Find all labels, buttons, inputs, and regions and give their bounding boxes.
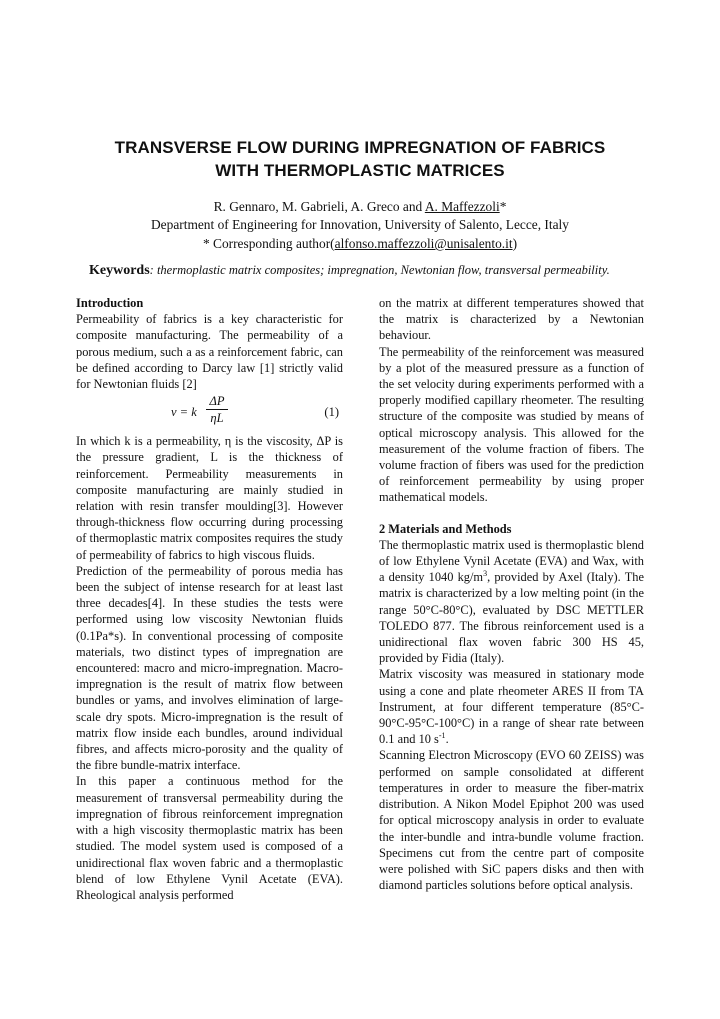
shear-rate-exponent: -1 — [438, 731, 446, 741]
intro-paragraph-6: The permeability of the reinforcement was measured by a plot of the measured pressure as a function of the set velocity during experiments performed with a properly modified capillary rheometer. The resulting structure of the composite was studied by means of optical microscopy analysis. This allowed for the measurement of the volume fraction of fibers. The volume fraction of fibers was used for the prediction of reinforcement permeability by using proper mathematical models. — [379, 344, 644, 505]
density-exponent: 3 — [483, 569, 488, 579]
intro-paragraph-1: Permeability of fabrics is a key characteristic for composite manufacturing. The permeability of a porous medium, such a as a reinforcement fabric, can be defined according to Darcy law [1] strictly valid for Newtonian fluids [2] — [76, 312, 343, 392]
keywords-label: Keywords — [89, 263, 150, 278]
right-column — [379, 295, 644, 893]
corresponding-author-name: A. Maffezzoli — [424, 199, 500, 214]
methods-paragraph-3: Scanning Electron Microscopy (EVO 60 ZEISS) was performed on sample consolidated at different temperatures in order to measure the fiber-matrix distribution. A Nikon Model Epiphot 200 was used for optical microscopy analysis in order to evaluate the inter-bundle and intra-bundle volume fraction. Specimens cut from the centre part of composite were polished with SiC papers disks and then with diamond particles solutions before optical analysis. — [379, 748, 644, 893]
corresponding-prefix: * Corresponding author( — [202, 236, 335, 251]
methods-paragraph-1 — [379, 537, 644, 667]
paper-title — [60, 136, 660, 182]
equation-numerator: ΔP — [206, 394, 228, 410]
author-asterisk: * — [499, 199, 507, 214]
equation-lhs: v = k — [171, 405, 197, 420]
authors — [40, 198, 680, 216]
methods-p2-text-a: Matrix viscosity was measured in stationary mode using a cone and plate rheometer ARES II from TA Instrument, at four different temperature (85°C-90°C-95°C-100°C) in a range of shear rate between 0.1 and 10 s — [379, 667, 644, 747]
intro-paragraph-5: on the matrix at different temperatures showed that the matrix is characterized by a Newtonian behaviour. — [379, 296, 644, 343]
equation-1 — [76, 394, 343, 432]
equation-number: (1) — [324, 405, 339, 420]
methods-p2-text-b: . — [445, 732, 449, 747]
section-heading-materials-methods: 2 Materials and Methods — [379, 521, 512, 536]
corresponding-email-link[interactable]: alfonso.maffezzoli@unisalento.it — [334, 236, 513, 251]
methods-paragraph-2 — [379, 666, 644, 747]
intro-paragraph-2: In which k is a permeability, η is the viscosity, ΔP is the pressure gradient, L is the thickness of reinforcement. Permeability measurements in composite manufacturing are mainly studied in relation with resin transfer moulding[3]. However through-thickness flow occurring during processing of thermoplastic matrix composites requires the study of permeability of fabrics to high viscous fluids. — [76, 434, 343, 562]
left-column — [76, 295, 343, 903]
corresponding-author — [40, 235, 680, 253]
section-heading-introduction: Introduction — [76, 296, 144, 310]
equation-fraction — [206, 394, 228, 427]
methods-p1-text-a: The thermoplastic matrix used is thermoplastic blend of low Ethylene Vynil Acetate (EVA) and Wax, with a density 1040 kg/m — [379, 537, 644, 585]
methods-p1-text-b: , provided by Axel (Italy). The matrix is characterized by a low melting point (in the range 50°C-80°C), evaluated by DSC METTLER TOLEDO 877. The fibrous reinforcement used is a unidirectional flax woven fabric 300 HS 45, provided by Fidia (Italy). — [379, 570, 644, 666]
title-line-1: TRANSVERSE FLOW DURING IMPREGNATION OF FABRICS — [114, 138, 606, 157]
title-line-2: WITH THERMOPLASTIC MATRICES — [215, 161, 505, 180]
corresponding-suffix: ) — [512, 236, 518, 251]
keywords — [89, 263, 610, 279]
intro-paragraph-4: In this paper a continuous method for the measurement of transversal permeability during the impregnation of fibrous reinforcement impregnation with a high viscosity thermoplastic matrix has been studied. The model system used is composed of a unidirectional flax woven fabric and a thermoplastic blend of low Ethylene Vynil Acetate (EVA). Rheological analysis performed — [76, 774, 343, 902]
equation-denominator: ηL — [210, 411, 224, 426]
keywords-text: : thermoplastic matrix composites; impregnation, Newtonian flow, transversal permeability. — [149, 263, 610, 277]
affiliation: Department of Engineering for Innovation, University of Salento, Lecce, Italy — [151, 217, 569, 232]
authors-list: R. Gennaro, M. Gabrieli, A. Greco and — [213, 199, 425, 214]
intro-paragraph-3: Prediction of the permeability of porous media has been the subject of intense research for at least last three decades[4]. In these studies the tests were performed using low viscosity Newtonian fluids (0.1Pa*s). In conventional processing of composite materials, two distinct types of impregnation are encountered: macro and micro-impregnation. Macro-impregnation is the result of matrix flow between bundles or yams, and involves elimination of large-scale dry spots. Micro-impregnation is the result of matrix flow inside each bundles, around individual fibres, and affects micro-porosity and the quality of the fibre bundle-matrix interface. — [76, 563, 343, 773]
